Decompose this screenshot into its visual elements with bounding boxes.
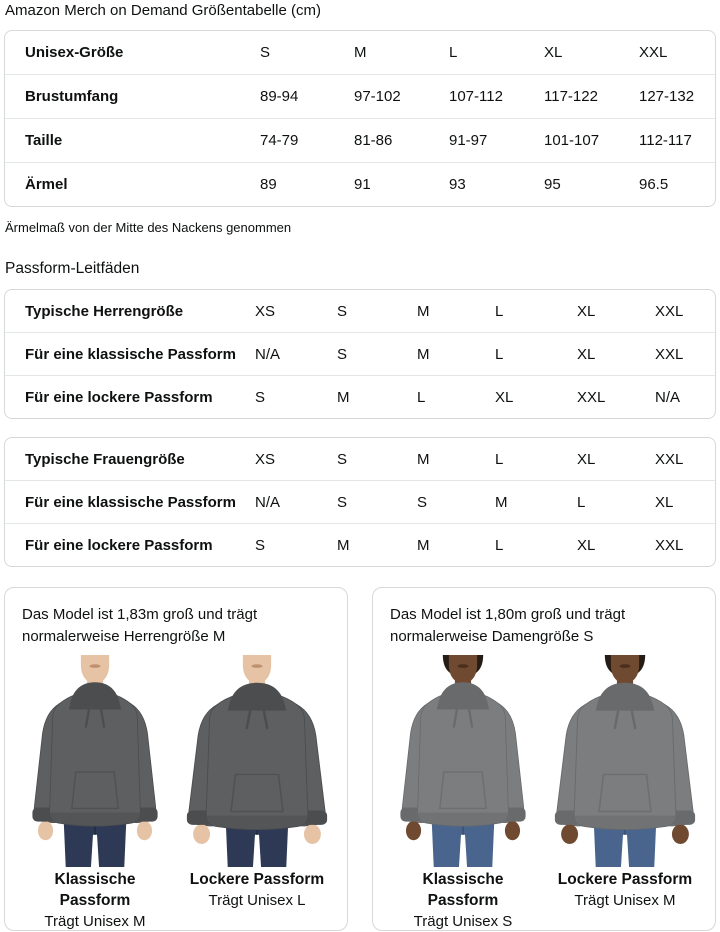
cell: S: [255, 388, 266, 406]
table-header-row: [5, 31, 715, 74]
cell: L: [495, 536, 504, 554]
table-row: [5, 480, 715, 523]
row-label: Unisex-Größe: [25, 44, 124, 61]
cell: 89-94: [260, 88, 299, 105]
cell: N/A: [655, 388, 681, 406]
cell: S: [417, 493, 428, 511]
cell: S: [337, 493, 348, 511]
mens-fit-table: [4, 289, 716, 419]
cell: M: [337, 388, 350, 406]
size-worn-label: Trägt Unisex L: [208, 892, 306, 909]
cell: XXL: [655, 450, 684, 468]
cell: 97-102: [354, 88, 401, 105]
cell: L: [577, 493, 586, 511]
cell: M: [417, 450, 430, 468]
col-header: XXL: [639, 44, 668, 61]
cell: S: [337, 302, 348, 320]
loose-fit-figure: [549, 655, 701, 932]
cell: 93: [449, 176, 466, 193]
table-row: [5, 162, 715, 206]
table-row: [5, 375, 715, 418]
page-title: Amazon Merch on Demand Größentabelle (cm): [5, 2, 321, 19]
cell: L: [495, 450, 504, 468]
cell: XL: [655, 493, 674, 511]
fit-label: Klassische Passform: [422, 871, 504, 909]
model-description: Das Model ist 1,80m groß und trägt normalerweise Damengröße S: [390, 606, 626, 645]
table-row: [5, 332, 715, 375]
cell: M: [337, 536, 350, 554]
cell: M: [417, 302, 430, 320]
model-card-women: [372, 587, 716, 931]
model-description: Das Model ist 1,83m groß und trägt normalerweise Herrengröße M: [22, 606, 258, 645]
row-label: Für eine lockere Passform: [25, 388, 213, 406]
loose-fit-figure: [181, 655, 333, 932]
cell: S: [255, 536, 266, 554]
row-label: Typische Frauengröße: [25, 450, 185, 468]
cell: XL: [495, 388, 514, 406]
womens-fit-table: [4, 437, 716, 567]
cell: S: [337, 345, 348, 363]
row-label: Für eine lockere Passform: [25, 536, 213, 554]
figure-row: [387, 655, 701, 932]
col-header: XL: [544, 44, 563, 61]
cell: XS: [255, 302, 276, 320]
classic-fit-figure: [19, 655, 171, 932]
cell: 127-132: [639, 88, 695, 105]
cell: 91-97: [449, 132, 488, 149]
cell: M: [417, 345, 430, 363]
cell: XXL: [655, 345, 684, 363]
cell: XL: [577, 302, 596, 320]
cell: L: [495, 302, 504, 320]
col-header: S: [260, 44, 271, 61]
cell: XXL: [655, 536, 684, 554]
cell: XS: [255, 450, 276, 468]
size-worn-label: Trägt Unisex S: [413, 913, 513, 930]
cell: XL: [577, 450, 596, 468]
cell: 96.5: [639, 176, 669, 193]
size-worn-label: Trägt Unisex M: [44, 913, 146, 930]
cell: L: [417, 388, 426, 406]
table-row: [5, 438, 715, 480]
table-row: [5, 74, 715, 118]
fit-label: Lockere Passform: [189, 871, 325, 888]
cell: M: [495, 493, 508, 511]
cell: XL: [577, 345, 596, 363]
row-label: Taille: [25, 132, 63, 149]
male-model-loose-fit-image: [181, 655, 333, 867]
table-row: [5, 118, 715, 162]
female-model-classic-fit-image: [387, 655, 539, 867]
col-header: M: [354, 44, 367, 61]
unisex-size-table: [4, 30, 716, 207]
row-label: Für eine klassische Passform: [25, 345, 236, 363]
model-card-men: [4, 587, 348, 931]
female-model-loose-fit-image: [549, 655, 701, 867]
cell: 81-86: [354, 132, 393, 149]
cell: N/A: [255, 493, 281, 511]
col-header: L: [449, 44, 458, 61]
classic-fit-figure: [387, 655, 539, 932]
row-label: Ärmel: [25, 176, 68, 193]
cell: 89: [260, 176, 277, 193]
cell: 74-79: [260, 132, 299, 149]
fit-label: Klassische Passform: [54, 871, 136, 909]
figure-row: [19, 655, 333, 932]
sleeve-measurement-note: Ärmelmaß von der Mitte des Nackens genommen: [5, 220, 292, 235]
cell: 101-107: [544, 132, 600, 149]
cell: 91: [354, 176, 371, 193]
cell: XXL: [577, 388, 606, 406]
fit-guides-heading: Passform-Leitfäden: [5, 260, 140, 277]
cell: XXL: [655, 302, 684, 320]
male-model-classic-fit-image: [19, 655, 171, 867]
cell: L: [495, 345, 504, 363]
fit-label: Lockere Passform: [557, 871, 693, 888]
cell: 117-122: [544, 88, 598, 105]
row-label: Für eine klassische Passform: [25, 493, 236, 511]
table-row: [5, 523, 715, 566]
cell: 112-117: [639, 132, 692, 149]
row-label: Brustumfang: [25, 88, 119, 105]
cell: N/A: [255, 345, 281, 363]
cell: XL: [577, 536, 596, 554]
cell: M: [417, 536, 430, 554]
cell: S: [337, 450, 348, 468]
cell: 107-112: [449, 88, 503, 105]
model-cards: [4, 587, 716, 931]
table-row: [5, 290, 715, 332]
row-label: Typische Herrengröße: [25, 302, 184, 320]
size-worn-label: Trägt Unisex M: [574, 892, 676, 909]
cell: 95: [544, 176, 561, 193]
